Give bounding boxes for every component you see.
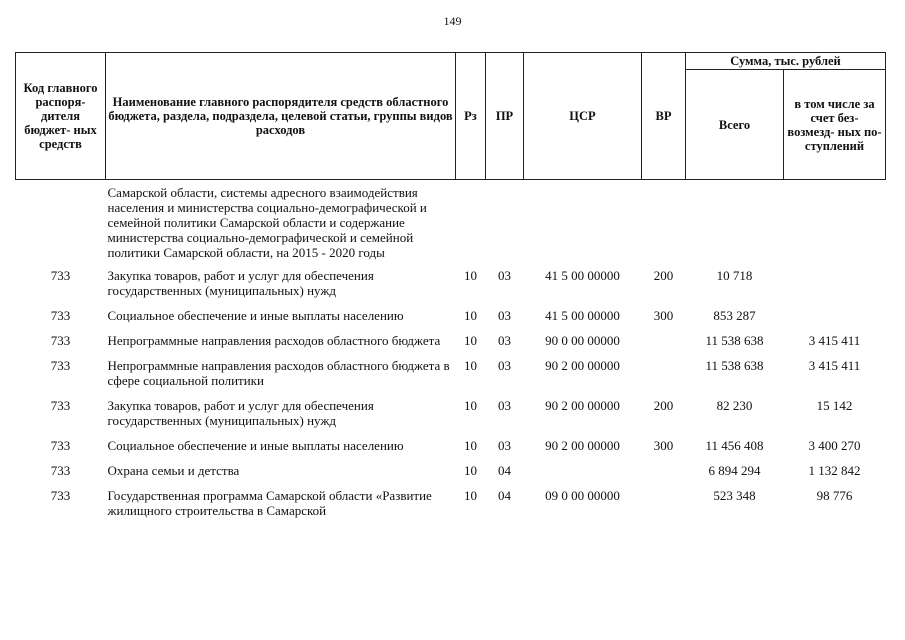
row-rz: 10	[464, 333, 477, 348]
row-vr	[642, 488, 686, 528]
continuation-row	[16, 180, 886, 269]
row-name: Социальное обеспечение и иные выплаты населению	[107, 438, 404, 453]
row-pr: 03	[498, 438, 511, 453]
row-rz: 10	[464, 438, 477, 453]
row-vr	[642, 358, 686, 398]
row-code: 733	[50, 438, 71, 453]
row-vr	[642, 463, 686, 488]
table-row	[16, 488, 886, 528]
row-grant: 3 415 411	[808, 358, 861, 373]
row-total: 10 718	[716, 268, 753, 283]
row-vr	[642, 333, 686, 358]
row-csr: 41 5 00 00000	[545, 308, 620, 323]
row-csr: 41 5 00 00000	[545, 268, 620, 283]
row-pr: 03	[498, 308, 511, 323]
row-rz: 10	[464, 358, 477, 373]
row-vr: 200	[653, 398, 674, 413]
row-pr: 03	[498, 268, 511, 283]
row-csr: 90 2 00 00000	[545, 358, 620, 373]
row-csr: 09 0 00 00000	[545, 488, 620, 503]
header-grant: в том числе за счет без- возмезд- ных по- ступлений	[784, 70, 886, 180]
row-name: Государственная программа Самарской области «Развитие жилищного строительства в Самарской	[107, 488, 432, 518]
table-row	[16, 358, 886, 398]
table-row	[16, 463, 886, 488]
row-rz: 10	[464, 463, 477, 478]
row-code: 733	[50, 333, 71, 348]
row-total: 523 348	[713, 488, 756, 503]
row-total: 11 456 408	[705, 438, 764, 453]
row-pr: 04	[498, 488, 511, 503]
row-pr: 04	[498, 463, 511, 478]
row-rz: 10	[464, 308, 477, 323]
continuation-text: Самарской области, системы адресного взаимодействия населения и министерства социально-демографической и семейной политики Самарской области и содержание министерства социально-демографической и семейной политики Самарской области, на 2015 - 2020 годы	[107, 185, 427, 260]
header-code: Код главного распоря- дителя бюджет- ных средств	[16, 53, 106, 180]
row-name: Непрограммные направления расходов областного бюджета в сфере социальной политики	[107, 358, 450, 388]
row-grant: 15 142	[816, 398, 853, 413]
row-total: 6 894 294	[708, 463, 761, 478]
row-name: Закупка товаров, работ и услуг для обеспечения государственных (муниципальных) нужд	[107, 398, 374, 428]
header-pr: ПР	[486, 53, 524, 180]
header-name: Наименование главного распорядителя средств областного бюджета, раздела, подраздела, целевой статьи, группы видов расходов	[106, 53, 456, 180]
row-rz: 10	[464, 268, 477, 283]
table-row	[16, 333, 886, 358]
row-code: 733	[50, 398, 71, 413]
row-grant: 3 400 270	[808, 438, 861, 453]
row-grant	[784, 268, 886, 308]
table-row	[16, 308, 886, 333]
table-row	[16, 268, 886, 308]
row-csr: 90 0 00 00000	[545, 333, 620, 348]
row-pr: 03	[498, 333, 511, 348]
row-rz: 10	[464, 398, 477, 413]
row-code: 733	[50, 488, 71, 503]
row-total: 11 538 638	[705, 333, 764, 348]
row-code: 733	[50, 268, 71, 283]
row-csr: 90 2 00 00000	[545, 398, 620, 413]
row-name: Непрограммные направления расходов областного бюджета	[107, 333, 441, 348]
row-vr: 200	[653, 268, 674, 283]
header-sum: Сумма, тыс. рублей	[686, 53, 886, 70]
row-total: 82 230	[716, 398, 753, 413]
row-total: 11 538 638	[705, 358, 764, 373]
row-pr: 03	[498, 358, 511, 373]
row-vr: 300	[653, 438, 674, 453]
row-grant	[784, 308, 886, 333]
row-csr	[524, 463, 642, 488]
header-csr: ЦСР	[524, 53, 642, 180]
row-code: 733	[50, 358, 71, 373]
row-code: 733	[50, 463, 71, 478]
row-csr: 90 2 00 00000	[545, 438, 620, 453]
row-pr: 03	[498, 398, 511, 413]
header-vr: ВР	[642, 53, 686, 180]
page-number: 149	[443, 14, 462, 28]
table-row	[16, 438, 886, 463]
row-grant: 1 132 842	[808, 463, 861, 478]
row-vr: 300	[653, 308, 674, 323]
table-row	[16, 398, 886, 438]
row-code: 733	[50, 308, 71, 323]
budget-table	[15, 52, 886, 528]
row-name: Закупка товаров, работ и услуг для обеспечения государственных (муниципальных) нужд	[107, 268, 374, 298]
row-grant: 3 415 411	[808, 333, 861, 348]
row-name: Охрана семьи и детства	[107, 463, 240, 478]
row-grant: 98 776	[816, 488, 853, 503]
header-total: Всего	[686, 70, 784, 180]
row-name: Социальное обеспечение и иные выплаты населению	[107, 308, 404, 323]
table-body	[16, 180, 886, 529]
row-total: 853 287	[713, 308, 756, 323]
header-rz: Рз	[456, 53, 486, 180]
table-header	[16, 53, 886, 180]
row-rz: 10	[464, 488, 477, 503]
